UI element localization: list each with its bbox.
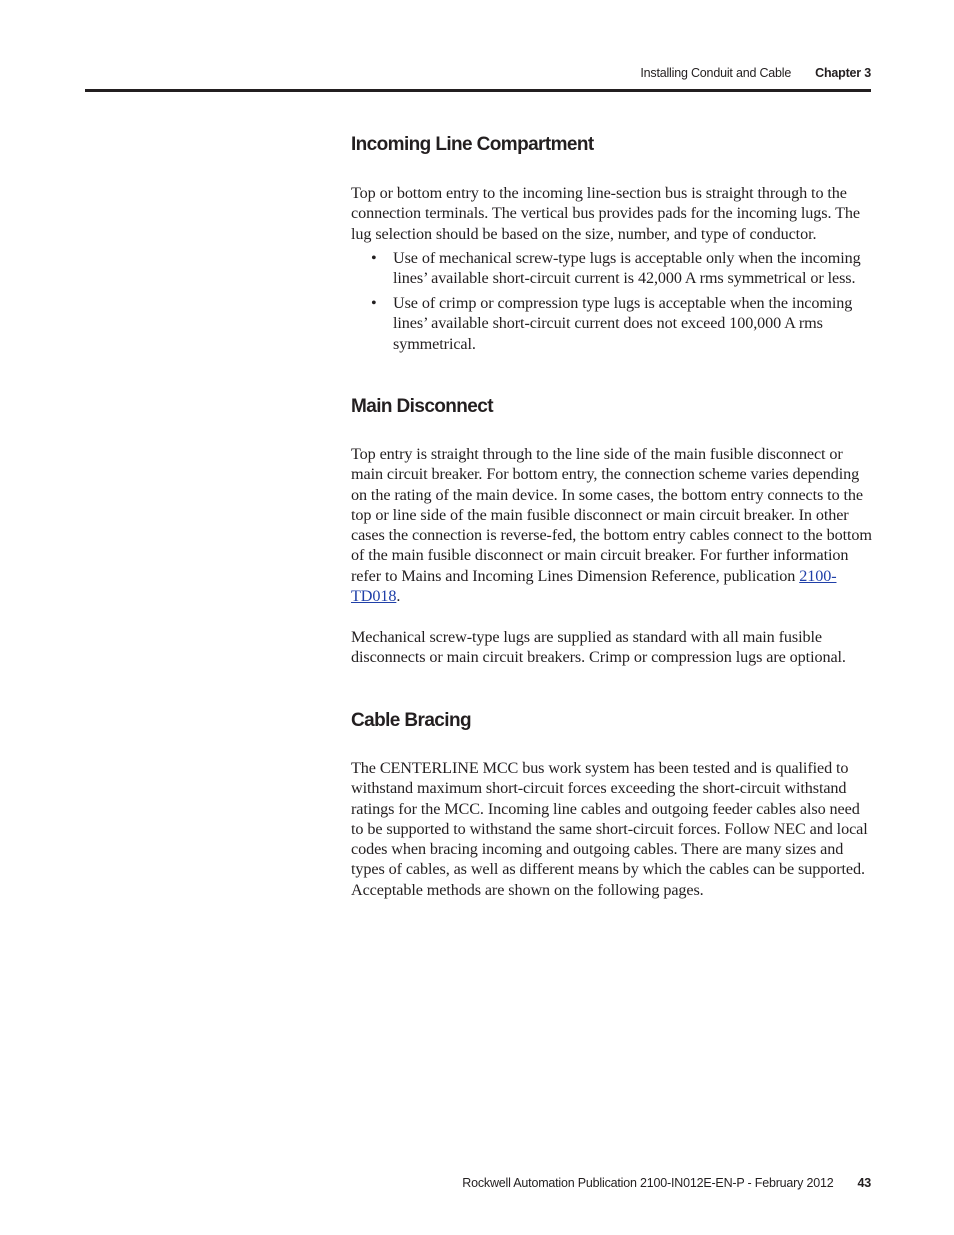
running-footer — [462, 1176, 871, 1190]
publication-link-2100-td018[interactable]: 2100-TD018 — [351, 566, 837, 606]
heading-main-disconnect: Main Disconnect — [351, 396, 493, 417]
page-number: 43 — [857, 1176, 871, 1190]
list-item: • Use of mechanical screw-type lugs is acceptable only when the incoming lines’ available short-circuit current is 42,000 A rms symmetrical or less. — [371, 249, 861, 288]
main-disconnect-paragraph: Top entry is straight through to the line side of the main fusible disconnect or main circuit breaker. For bottom entry, the connection scheme varies depending on the rating of the main device. In some cases, the bottom entry connects to the top or line side of the main fusible disconnect or main circuit breaker. In other cases the connection is reverse-fed, the bottom entry cables connect to the bottom of the main fusible disconnect or main circuit breaker. For further information refer to Mains and Incoming Lines Dimension Reference, publication 2100-TD018. — [351, 445, 872, 606]
incoming-line-bullet-list — [351, 248, 871, 358]
running-header — [640, 66, 871, 80]
bullet-marker: • — [371, 249, 377, 267]
header-rule — [85, 89, 871, 92]
header-section-title: Installing Conduit and Cable — [640, 66, 792, 80]
heading-incoming-line-compartment: Incoming Line Compartment — [351, 134, 594, 155]
header-chapter-label: Chapter 3 — [815, 66, 871, 80]
heading-cable-bracing: Cable Bracing — [351, 710, 471, 731]
list-item: • Use of crimp or compression type lugs is acceptable when the incoming lines’ available short-circuit current does not exceed 100,000 A rms symmetrical. — [371, 294, 853, 353]
incoming-line-paragraph: Top or bottom entry to the incoming line-section bus is straight through to the connection terminals. The vertical bus provides pads for the incoming lugs. The lug selection should be based on the size, number, and type of conductor. — [351, 184, 860, 243]
main-disconnect-lugs-paragraph: Mechanical screw-type lugs are supplied as standard with all main fusible disconnects or main circuit breakers. Crimp or compression lugs are optional. — [351, 628, 846, 667]
footer-publication: Rockwell Automation Publication 2100-IN012E-EN-P - February 2012 — [462, 1176, 834, 1190]
bullet-marker: • — [371, 294, 377, 313]
cable-bracing-paragraph: The CENTERLINE MCC bus work system has been tested and is qualified to withstand maximum short-circuit forces exceeding the short-circuit withstand ratings for the MCC. Incoming line cables and outgoing feeder cables also need to be supported to withstand the same short-circuit forces. Follow NEC and local codes when bracing incoming and outgoing cables. There are many sizes and types of cables, as well as different means by which the cables can be supported. Acceptable methods are shown on the following pages. — [351, 759, 868, 899]
